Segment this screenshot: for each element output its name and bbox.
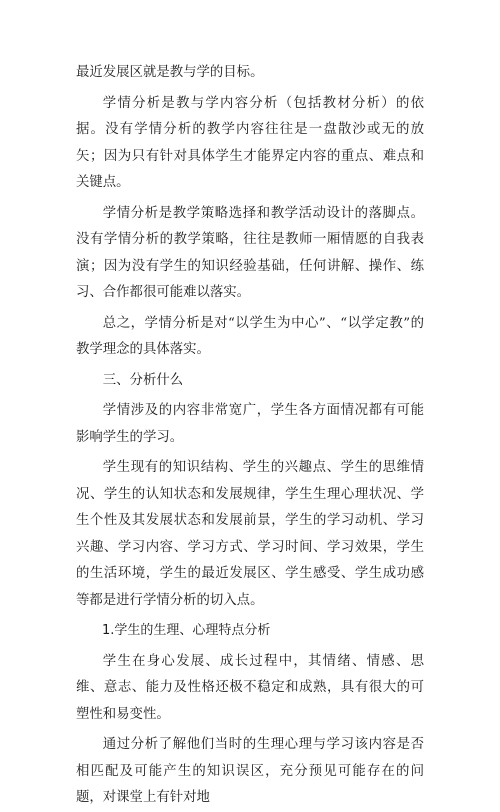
paragraph-teaching-strategy: 学情分析是教学策略选择和教学活动设计的落脚点。没有学情分析的教学策略，往往是教师一厢情愿的自我表演；因为没有学生的知识经验基础，任何讲解、操作、练习、合作都很可能难以落实。 <box>76 205 424 300</box>
section-heading-what-to-analyze: 三、分析什么 <box>102 372 184 388</box>
paragraph-entry-points: 学生现有的知识结构、学生的兴趣点、学生的思维情况、学生的认知状态和发展规律，学生生理心理状况、学生个性及其发展状态和发展前景，学生的学习动机、学习兴趣、学习内容、学习方式、学习时间、学习效果，学生的生活环境，学生的最近发展区、学生感受、学生成功感等都是进行学情分析的切入点。 <box>76 460 424 608</box>
paragraph-zone-of-proximal-development: 最近发展区就是教与学的目标。 <box>76 65 264 80</box>
paragraph-scope: 学情涉及的内容非常宽广，学生各方面情况都有可能影响学生的学习。 <box>76 403 424 445</box>
paragraph-content-analysis: 学情分析是教与学内容分析（包括教材分析）的依据。没有学情分析的教学内容往往是一盘散沙或无的放矢；因为只有针对具体学生才能界定内容的重点、难点和关键点。 <box>76 95 424 190</box>
subheading-physiological-psychological: 1.学生的生理、心理特点分析 <box>102 623 271 638</box>
paragraph-matching-analysis: 通过分析了解他们当时的生理心理与学习该内容是否相匹配及可能产生的知识误区，充分预见可能存在的问题，对课堂上有针对地 <box>76 737 424 805</box>
paragraph-summary: 总之，学情分析是对“以学生为中心”、“以学定教”的教学理念的具体落实。 <box>76 315 424 357</box>
paragraph-development: 学生在身心发展、成长过程中，其情绪、情感、思维、意志、能力及性格还极不稳定和成熟，具有很大的可塑性和易变性。 <box>76 653 424 722</box>
